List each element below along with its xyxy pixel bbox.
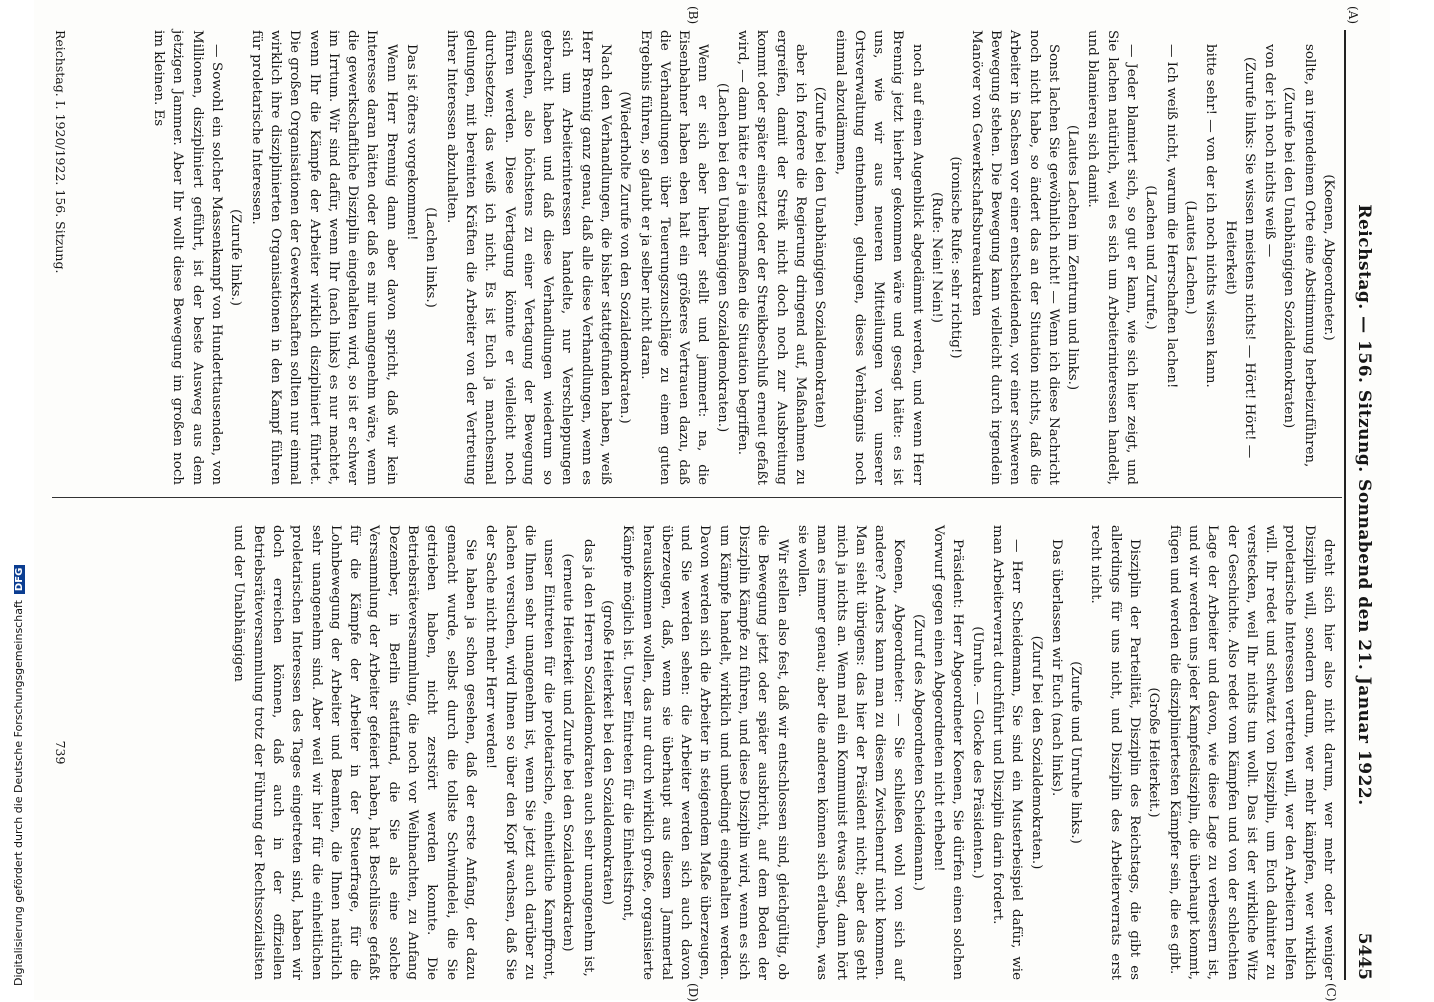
digitization-credit-sidebar bbox=[0, 0, 34, 1000]
paragraph: Wenn Herr Brennig dann aber davon spricht, daß wir kein Interesse daran hätten oder daß es mir unangenehm wäre, wenn die gewerkschaftliche Disziplin eingehalten wird, so ist er schwer im Irrtum. Wir sind dafür, wenn Ihr (nach links) es nur machtet, wenn Ihr die Kämpfe der Arbeiter wirklich diszipliniert führtet. Die großen Organisationen der Gewerkschaften sollten nur einmal wirklich ihre disziplinierten Organisationen in den Kampf führen für proletarische Interessen. bbox=[248, 30, 399, 485]
paragraph: Wir stellen also fest, daß wir entschlossen sind, gleichgültig, ob die Bewegung jetzt oder später ausbricht, auf dem Boden der Disziplin Kämpfe zu führen, und diese Disziplin wird, wenn es sich um Kämpfe handelt, wirklich und unbedingt eingehalten werden. Davon werden sich die Arbeiter in steigendem Maße überzeugen, und Sie werden sehen: die Arbeiter werden sich auch davon überzeugen, daß, wenn sie überhaupt aus diesem Jammertal herauskommen wollen, das nur durch wirklich große, organisierte Kämpfe möglich ist. Unser Eintreten für die Einheitsfront, bbox=[620, 525, 790, 980]
paragraph: (Zurufe links: Sie wissen meistens nichts! — Hört! Hört! — Heiterkeit) bbox=[1222, 56, 1257, 459]
paragraph: (Lachen links.) bbox=[423, 207, 439, 308]
margin-marker-c: (C) bbox=[1324, 983, 1338, 1002]
paragraph: (Zuruf des Abgeordneten Scheidemann.) bbox=[910, 614, 926, 891]
paragraph: (Lachen und Zurufe.) bbox=[1143, 185, 1159, 330]
paragraph: sollte, an irgendeinem Orte eine Abstimmung herbeizuführen, bbox=[1301, 44, 1317, 468]
right-column bbox=[228, 525, 1338, 980]
paragraph: (Zurufe links.) bbox=[228, 209, 244, 306]
paragraph: das ja den Herren Sozialdemokraten auch sehr unangenehm ist, bbox=[580, 539, 596, 977]
paragraph: aber ich fordere die Regierung dringend auf, Maßnahmen zu ergreifen, damit der Streik nicht doch noch zur Ausbreitung kommt oder später einsetzt oder der Streikbeschluß erneut gefaßt wird, — dann hätte er ja einigermaßen die Situation begriffen. bbox=[735, 30, 808, 485]
rotated-document-page bbox=[10, 0, 1390, 1000]
credit-text: Digitalisierung gefördert durch die Deutsche Forschungsgemeinschaft bbox=[12, 600, 25, 986]
page-number: 5445 bbox=[1354, 932, 1374, 980]
paragraph: (Lautes Lachen im Zentrum und links.) bbox=[1065, 124, 1081, 391]
paragraph: — Jeder blamiert sich, so gut er kann, wie sich hier zeigt, und Sie lachen natürlich, weil es sich um Arbeiterinteressen handelt, und blamieren sich damit. bbox=[1085, 30, 1140, 485]
paragraph: — Sowohl ein solcher Massenkampf von Hunderttausenden, von Millionen, diszipliniert geführt, ist der beste Ausweg aus dem jetzigen Jammer. Aber Ihr wollt diese Bewegung im großen noch im kleinen. Es bbox=[151, 30, 225, 485]
paragraph: Das ist öfters vorgekommen! bbox=[404, 44, 420, 241]
left-column bbox=[148, 30, 1338, 485]
page-header bbox=[1344, 30, 1380, 980]
paragraph: (große Heiterkeit bei den Sozialdemokraten) bbox=[600, 599, 616, 906]
paragraph: (Zurufe und Unruhe links.) bbox=[1068, 661, 1084, 844]
paragraph: Sonst lachen Sie gewöhnlich nicht! — Wenn ich diese Nachricht noch nicht habe, so ändert das an der Situation nichts, daß die Arbeiter in Sachsen vor einer entscheidenden, vor einer schweren Bewegung stehen. Die Bewegung kann vielleicht durch irgendein Manöver von Gewerkschaftsbureaukraten bbox=[968, 30, 1061, 485]
margin-marker-d: (D) bbox=[686, 983, 700, 1002]
paragraph: (Wiederholte Zurufe von den Sozialdemokraten.) bbox=[617, 91, 633, 424]
paragraph: Nach den Verhandlungen, die bisher stattgefunden haben, weiß Herr Brennig ganz genau, daß alle diese Verhandlungen, wenn es sich um Arbeiterinteressen handelte, nur Verschleppungen gebracht haben und daß diese Verhandlungen wiederum so ausgehen, also höchstens zu einer Vertagung der Bewegung führen werden. Diese Vertagung könnte er vielleicht noch durchsetzen; das weiß ich nicht. Es ist Euch ja manchesmal gelungen, mit bereinten Kräften die Arbeiter von der Vertretung ihrer Interessen abzuhalten. bbox=[443, 30, 614, 485]
paragraph: noch auf einen Augenblick abgedämmt werden, und wenn Herr Brennig jetzt hierher gekommen wäre und gesagt hätte: es ist uns, wie wir aus neueren Mitteilungen von unserer Ortsverwaltung entnehmen, gelungen, dieses Verhängnis noch einmal abzudämmen, bbox=[832, 30, 925, 485]
paragraph: (Zurufe bei den Unabhängigen Sozialdemokraten) bbox=[812, 86, 828, 429]
paragraph: unser Eintreten für die proletarische, einheitliche Kampffront, die Ihnen sehr unangenehm ist, wenn Sie jetzt auch darüber zu lachen versuchen, wird Ihnen so über den Kopf wachsen, daß Sie der Sache nicht mehr Herr werden! bbox=[483, 525, 557, 980]
paragraph: Sie haben ja schon gesehen, daß der erste Anfang, der dazu gemacht wurde, selbst durch die tollste Schwindelei, die Sie getrieben haben, nicht zerstört werden konnte. Die Betriebsräteversammlung, die noch vor Weihnachten, zu Anfang Dezember, in Berlin stattfand, die Sie als eine solche Versammlung der Arbeiter gefeiert haben, hat Beschlüsse gefaßt für die Kämpfe der Arbeiter in der Steuerfrage, für die Lohnbewegung der Arbeiter und Beamten, die Ihnen natürlich sehr unangenehm sind. Aber weil wir hier für die einheitlichen proletarischen Interessen des Tages eingetreten sind, haben wir doch erreichen können, daß auch in der offiziellen Betriebsräteversammlung trotz der Führung der Rechtssozialisten und der Unabhängigen bbox=[231, 525, 478, 980]
right-footer: 739 bbox=[53, 740, 68, 765]
left-footer: Reichstag. I. 1920/1922. 156. Sitzung. bbox=[53, 30, 68, 274]
margin-marker-b: (B) bbox=[686, 6, 700, 25]
column-divider bbox=[52, 497, 1342, 498]
paragraph: (ironische Rufe: sehr richtig!) bbox=[948, 156, 964, 359]
paragraph: — Ich weiß nicht, warum die Herrschaften lachen! bbox=[1163, 44, 1179, 389]
paragraph: Koenen, Abgeordneter: — Sie schließen wohl von sich auf andere? Anders kann man zu diesem Zwischenruf nicht kommen. Man sieht übrigens: das hier der Präsident nicht; aber das geht mich ja nichts an. Wenn mal ein Kommunist etwas sagt, dann hört man es immer genau; aber die anderen können sich erlauben, was sie wollen. bbox=[794, 525, 907, 980]
paragraph: (erneute Heiterkeit und Zurufe bei den Sozialdemokraten) bbox=[560, 553, 576, 952]
paragraph: Präsident: Herr Abgeordneter Koenen, Sie dürfen einen solchen Vorwurf gegen einen Abgeordneten nicht erheben! bbox=[931, 525, 966, 980]
paragraph: von der ich noch nichts weiß — bbox=[1262, 44, 1278, 258]
paragraph: — Herr Scheidemann, Sie sind ein Musterbeispiel dafür, wie man Arbeiterverrat durchführt und Disziplin darin fordert. bbox=[989, 525, 1025, 980]
paragraph: (Unruhe. — Glocke des Präsidenten.) bbox=[969, 626, 985, 879]
paragraph: (Zurufe bei den Unabhängigen Sozialdemokraten) bbox=[1281, 86, 1297, 429]
paragraph: Disziplin der Parteilität, Disziplin des Reichstags, die gibt es allerdings für uns nicht, und Disziplin des Arbeiterverrats erst recht nicht. bbox=[1088, 525, 1143, 980]
dfg-logo-icon: DFG bbox=[14, 565, 25, 594]
paragraph: (Zuruf bei den Sozialdemokraten.) bbox=[1028, 635, 1044, 870]
margin-marker-a: (A) bbox=[1346, 6, 1360, 25]
header-title: Reichstag. — 156. Sitzung. Sonnabend den 21. Januar 1922. bbox=[1354, 204, 1374, 806]
paragraph: bitte sehr! — von der ich noch nichts wissen kann. bbox=[1203, 44, 1219, 388]
paragraph: Das überlassen wir Euch (nach links). bbox=[1048, 539, 1064, 797]
paragraph: Wenn er sich aber hierher stellt und jammert: na, die Eisenbahner haben eben halt ein größeres Vertrauen dazu, daß die Verhandlungen über Teuerungszuschläge zu einem guten Ergebnis führen, so glaubt er ja selber nicht daran. bbox=[637, 30, 711, 485]
paragraph: (Lautes Lachen.) bbox=[1182, 200, 1198, 315]
paragraph: (Rufe: Nein! Nein!) bbox=[929, 192, 945, 323]
paragraph: (Lachen bei den Unabhängigen Sozialdemokraten.) bbox=[714, 82, 730, 433]
paragraph: (Große Heiterkeit.) bbox=[1146, 687, 1162, 818]
paragraph: dreht sich hier also nicht darum, wer mehr oder weniger Disziplin will, sondern darum, wer mehr kämpfen, wer wirklich proletarische Interessen vertreten will, wer den Arbeitern helfen will. Ihr redet und schwatzt von Disziplin, um Euch dahinter zu verstecken, weil Ihr nichts tun wollt. Das ist der wirkliche Witz der Geschichte. Also redet vom Kämpfen und von der schlechten Lage der Arbeiter und davon, wie diese Lage zu verbessern ist, und wir werden uns jeder Kampfesdisziplin, die überhaupt kommt, fügen und werden die diszipliniertesten Kämpfer sein, die es gibt. bbox=[1166, 525, 1336, 980]
paragraph: (Koenen, Abgeordneter.) bbox=[1321, 174, 1336, 341]
digitization-credit bbox=[12, 565, 25, 986]
